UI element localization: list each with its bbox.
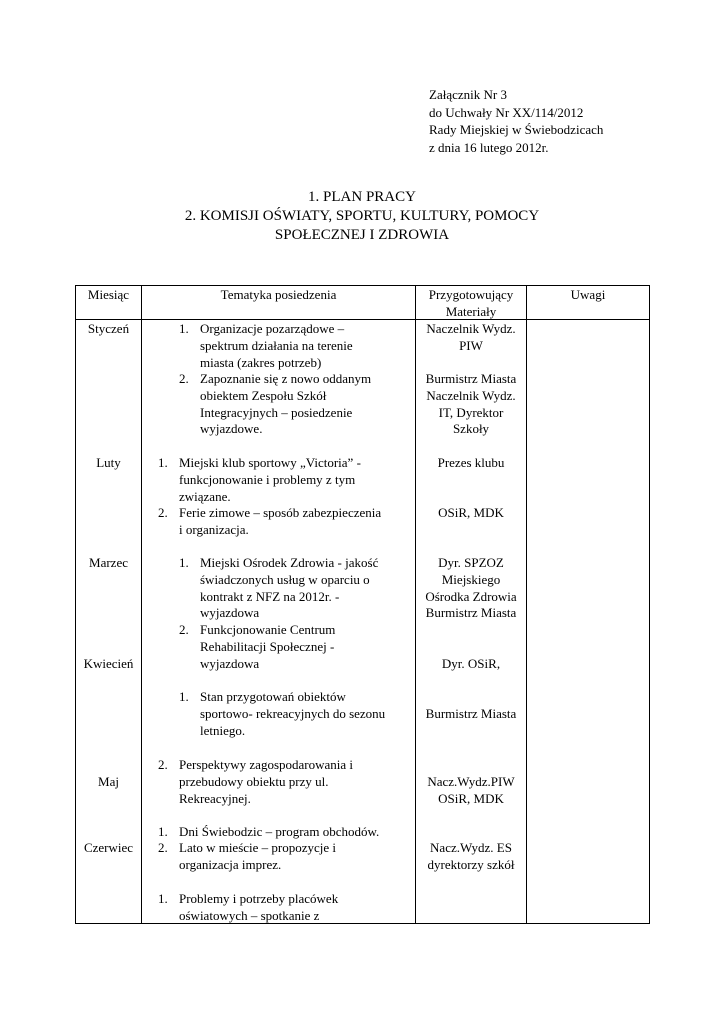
prepared-line: OSiR, MDK (438, 505, 504, 520)
topic-item (200, 321, 353, 371)
topic-item (179, 455, 361, 505)
prepared-by (416, 455, 526, 472)
topic-line: Miejski klub sportowy „Victoria” - (179, 455, 361, 470)
header-prepared-line: Przygotowujący (428, 287, 514, 302)
topic-line: Organizacje pozarządowe – (200, 321, 345, 336)
topic-line: związane. (179, 488, 231, 504)
topic-line: Funkcjonowanie Centrum (200, 622, 336, 637)
topic-line: Lato w mieście – propozycje i (179, 840, 337, 855)
topic-line: funkcjonowanie i problemy z tym (179, 471, 356, 487)
header-notes: Uwagi (570, 287, 606, 302)
topic-line: Rehabilitacji Społecznej - (200, 638, 335, 654)
prepared-line: Ośrodka Zdrowia (425, 588, 517, 604)
topic-line: organizacja imprez. (179, 856, 282, 872)
prepared-by (416, 774, 526, 808)
prepared-by (416, 840, 526, 874)
list-number: 1. (179, 689, 189, 704)
list-number: 2. (158, 505, 168, 520)
prepared-line: Burmistrz Miasta (425, 605, 517, 621)
prepared-line: Szkoły (452, 421, 490, 437)
topic-line: kontrakt z NFZ na 2012r. - (200, 588, 340, 604)
topic-item (179, 840, 336, 874)
attachment-line: z dnia 16 lutego 2012r. (429, 139, 549, 155)
prepared-line: PIW (459, 337, 483, 353)
topic-item (200, 622, 335, 672)
topic-item (179, 824, 379, 841)
prepared-by (416, 555, 526, 622)
prepared-line: Dyr. OSiR, (441, 656, 501, 671)
topic-line: Perspektywy zagospodarowania i (179, 757, 354, 772)
topic-line: świadczonych usług w oparciu o (200, 571, 370, 587)
header-month: Miesiąc (87, 287, 130, 302)
prepared-by (416, 505, 526, 522)
prepared-line: dyrektorzy szkół (427, 856, 515, 872)
header-divider (75, 319, 650, 320)
month-june: Czerwiec (83, 840, 134, 855)
topic-line: oświatowych – spotkanie z (179, 907, 320, 923)
topic-line: miasta (zakres potrzeb) (200, 354, 322, 370)
title-line-3: SPOŁECZNEJ I ZDROWIA (274, 227, 450, 243)
list-number: 1. (158, 455, 168, 470)
month-may: Maj (98, 774, 119, 789)
month-april: Kwiecień (83, 656, 134, 671)
month-march: Marzec (89, 555, 128, 570)
topic-line: letniego. (200, 722, 246, 738)
prepared-line: Burmistrz Miasta (425, 371, 517, 386)
attachment-line: do Uchwały Nr XX/114/2012 (429, 104, 584, 120)
topic-line: Dni Świebodzic – program obchodów. (179, 824, 380, 839)
topic-line: wyjazdowa (200, 605, 260, 621)
title-line-2: 2. KOMISJI OŚWIATY, SPORTU, KULTURY, POMOCY (184, 208, 540, 224)
prepared-by (416, 656, 526, 673)
list-number: 1. (179, 321, 189, 336)
topic-line: sportowo- rekreacyjnych do sezonu (200, 705, 386, 721)
topic-line: Ferie zimowe – sposób zabezpieczenia (179, 505, 382, 520)
header-prepared-line: Materiały (445, 303, 497, 319)
prepared-line: Dyr. SPZOZ (438, 555, 504, 570)
month-february: Luty (96, 455, 121, 470)
list-number: 2. (158, 840, 168, 855)
topic-line: Problemy i potrzeby placówek (179, 891, 339, 906)
prepared-line: OSiR, MDK (438, 790, 504, 806)
topic-line: Stan przygotowań obiektów (200, 689, 346, 704)
topic-line: i organizacja. (179, 521, 249, 537)
prepared-by (416, 706, 526, 723)
prepared-line: Nacz.Wydz. ES (430, 840, 512, 855)
prepared-line: Naczelnik Wydz. (426, 387, 516, 403)
attachment-header (429, 86, 603, 156)
month-january: Styczeń (87, 321, 130, 336)
prepared-line: Naczelnik Wydz. (426, 321, 516, 336)
attachment-line: Załącznik Nr 3 (429, 87, 507, 102)
topic-line: wyjazdowa (200, 655, 260, 671)
column-divider (526, 285, 527, 924)
header-topic: Tematyka posiedzenia (220, 287, 337, 302)
list-number: 1. (158, 824, 168, 839)
prepared-by (416, 371, 526, 438)
list-number: 1. (179, 555, 189, 570)
list-number: 1. (158, 891, 168, 906)
topic-item (179, 891, 338, 925)
prepared-line: Burmistrz Miasta (425, 706, 517, 721)
topic-line: Zapoznanie się z nowo oddanym (200, 371, 372, 386)
list-number: 2. (158, 757, 168, 772)
topic-line: przebudowy obiektu przy ul. (179, 773, 329, 789)
list-number: 2. (179, 622, 189, 637)
topic-line: obiektem Zespołu Szkół (200, 387, 327, 403)
topic-line: Integracyjnych – posiedzenie (200, 404, 353, 420)
prepared-line: IT, Dyrektor (438, 404, 504, 420)
prepared-by (416, 321, 526, 355)
topic-item (179, 505, 381, 539)
prepared-line: Miejskiego (441, 571, 501, 587)
list-number: 2. (179, 371, 189, 386)
topic-item (200, 555, 378, 622)
column-divider (141, 285, 142, 924)
topic-item (179, 757, 353, 807)
title-line-1: 1. PLAN PRACY (308, 189, 416, 205)
header-prepared (416, 287, 526, 321)
plan-title (0, 188, 724, 245)
topic-line: Miejski Ośrodek Zdrowia - jakość (200, 555, 379, 570)
topic-item (200, 689, 385, 739)
topic-line: Rekreacyjnej. (179, 790, 251, 806)
topic-line: wyjazdowe. (200, 421, 263, 437)
prepared-line: Prezes klubu (437, 455, 505, 470)
topic-item (200, 371, 371, 438)
attachment-line: Rady Miejskiej w Świebodzicach (429, 122, 604, 137)
prepared-line: Nacz.Wydz.PIW (427, 774, 515, 789)
topic-line: spektrum działania na terenie (200, 337, 353, 353)
